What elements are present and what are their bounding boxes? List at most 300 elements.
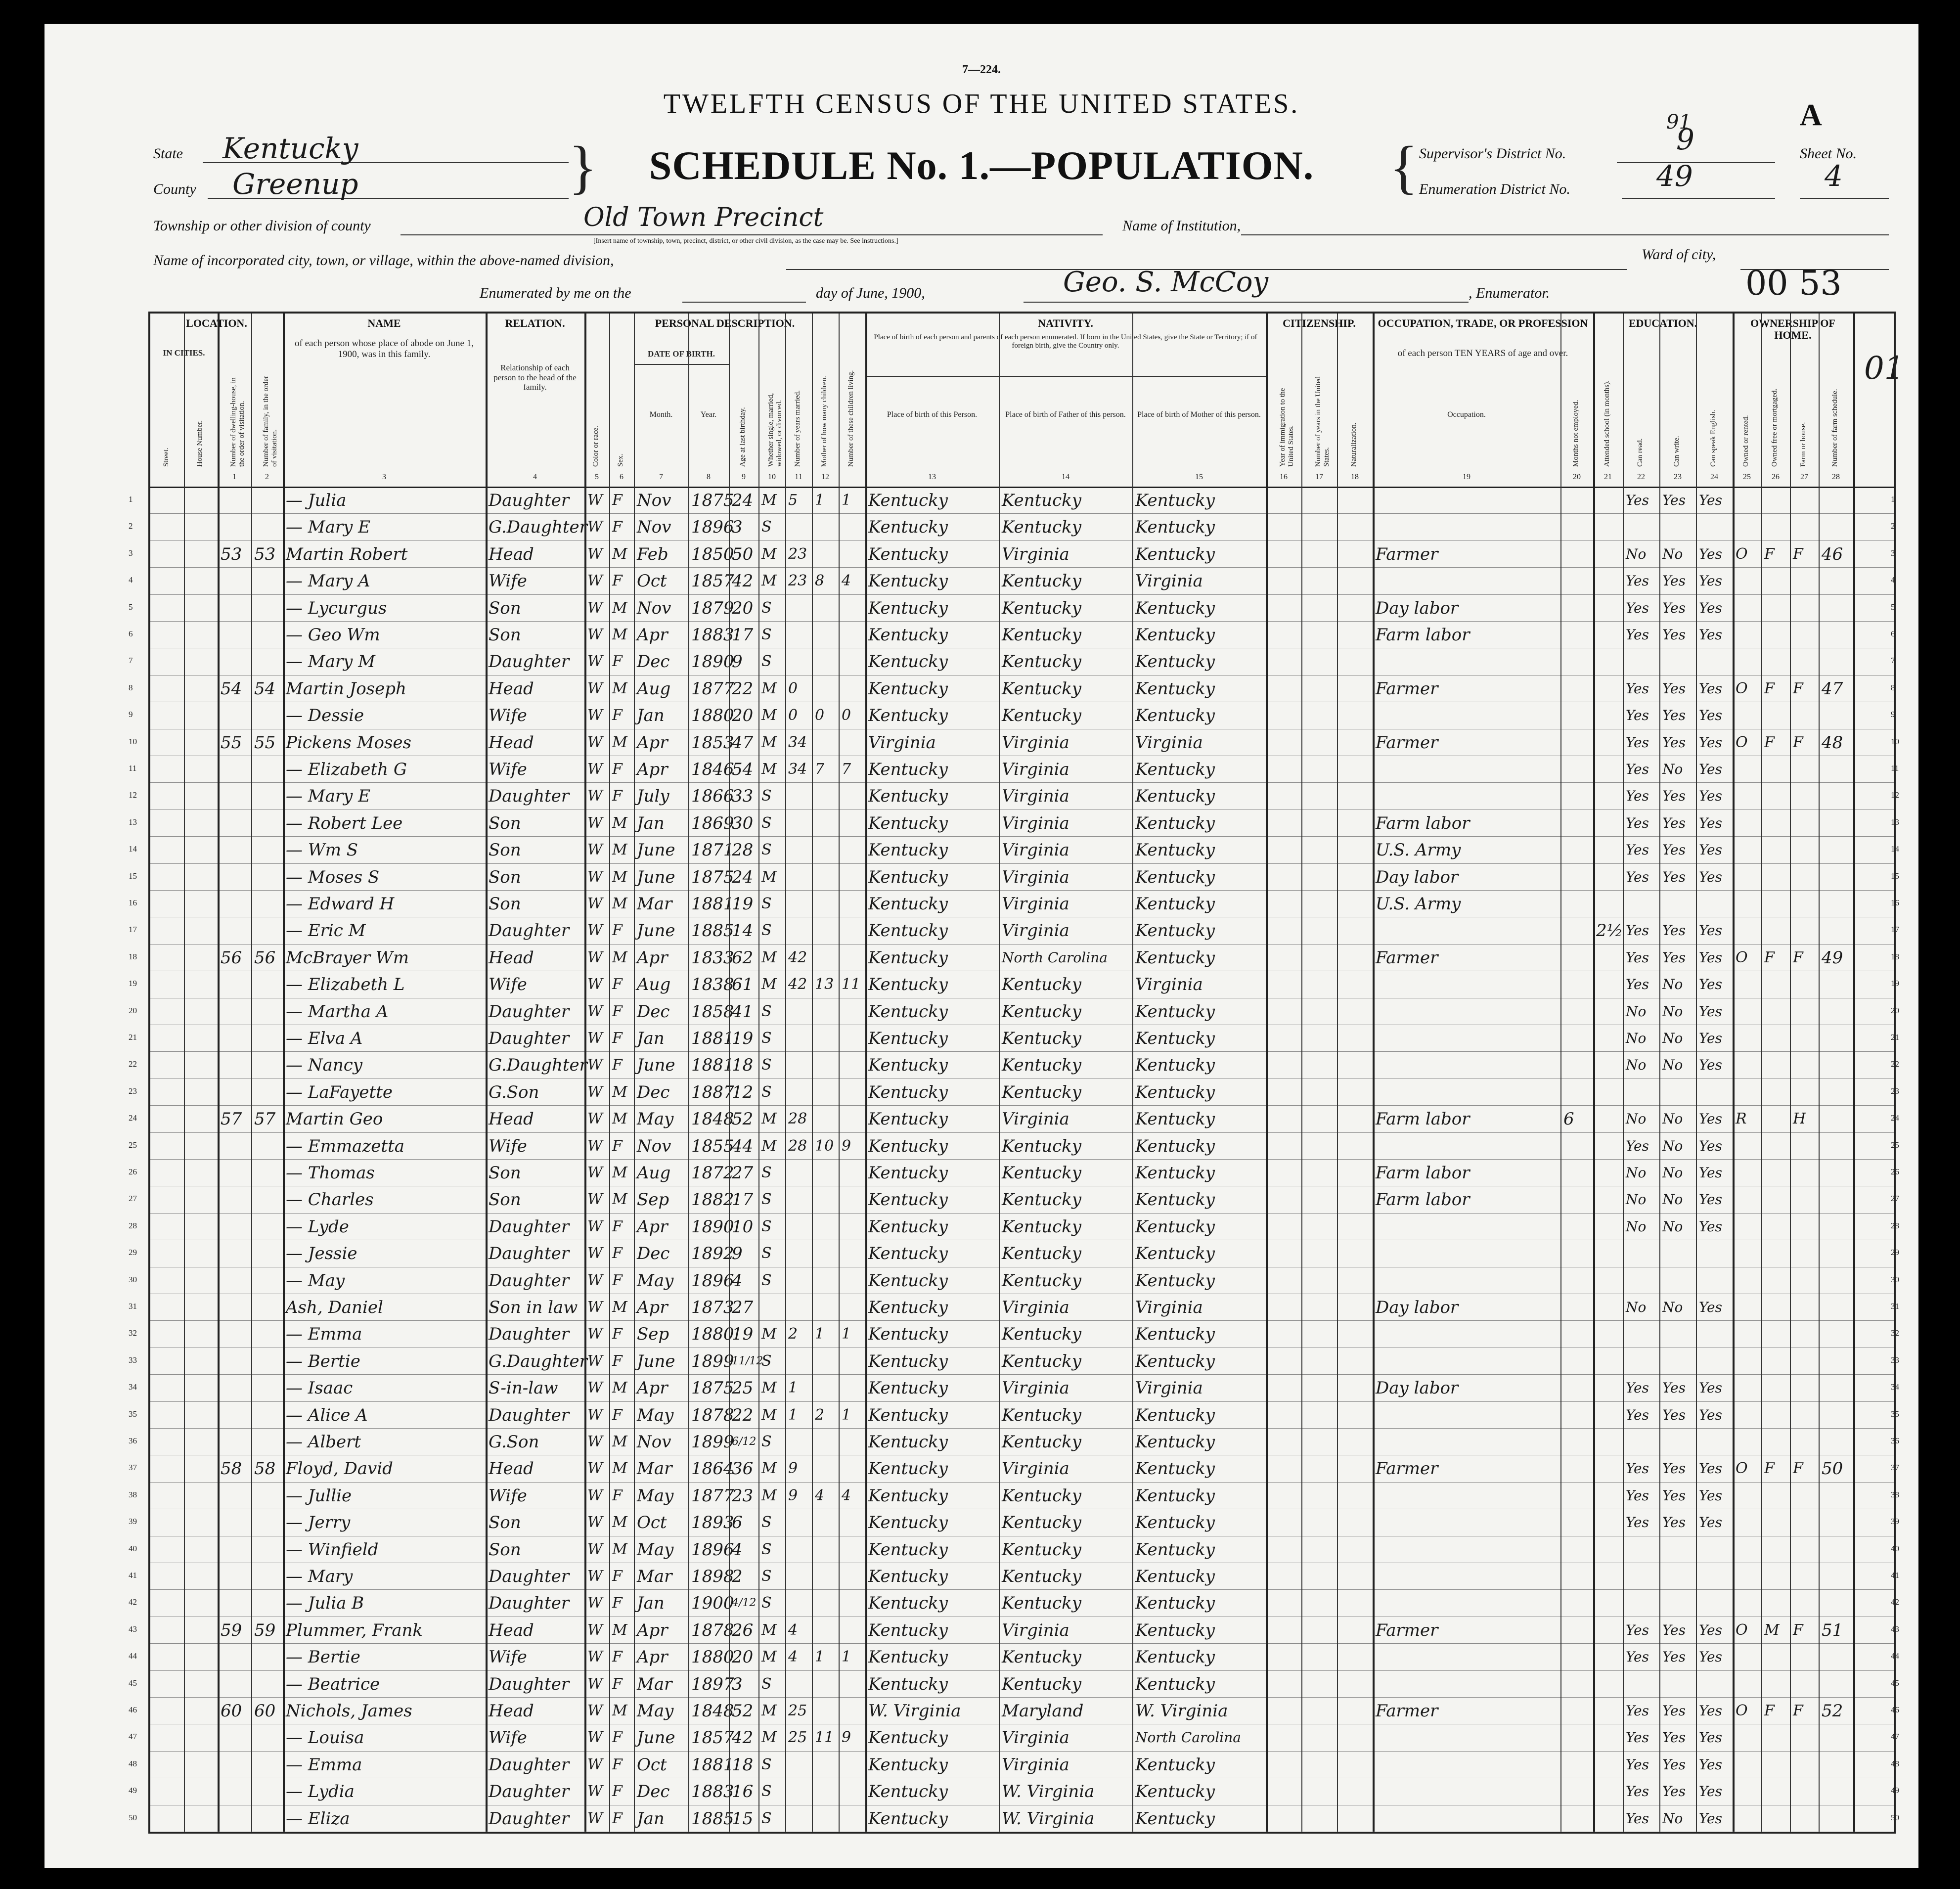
cell-mo: May — [637, 1701, 674, 1721]
cell-wr: Yes — [1662, 1783, 1686, 1800]
cell-ym: 4 — [788, 1621, 798, 1639]
cell-age: 30 — [732, 813, 754, 833]
cell-rel: G.Son — [489, 1432, 539, 1452]
cell-wr: Yes — [1662, 492, 1686, 508]
cell-rel: Son — [489, 840, 521, 860]
cell-fm: F — [1793, 1621, 1803, 1639]
cell-bp: Kentucky — [868, 1109, 948, 1129]
cell-wr: Yes — [1662, 949, 1686, 966]
cell-mo: Mar — [637, 1459, 672, 1479]
cell-mo: Nov — [637, 517, 671, 538]
cell-name: Pickens Moses — [286, 732, 411, 753]
column-number: 20 — [1573, 473, 1581, 481]
cell-bp: Kentucky — [868, 1459, 948, 1479]
cell-age: 41 — [732, 1001, 754, 1022]
cell-rd: Yes — [1626, 1406, 1649, 1423]
row-number-left: 19 — [129, 979, 137, 989]
cell-wr: Yes — [1662, 1756, 1686, 1773]
column-divider — [1733, 314, 1735, 1832]
cell-wr: Yes — [1662, 573, 1686, 589]
cell-age: 2 — [732, 1567, 743, 1586]
census-sheet — [45, 24, 1918, 1868]
cell-own: O — [1736, 948, 1748, 966]
cell-col: W — [587, 1164, 603, 1181]
cell-ym: 9 — [788, 1486, 798, 1504]
cell-bp: Kentucky — [868, 1539, 948, 1560]
cell-mar: M — [761, 868, 777, 886]
cell-dw: 54 — [221, 678, 242, 699]
table-row — [129, 1025, 1899, 1052]
cell-mar: S — [761, 1002, 772, 1020]
cell-mar: M — [761, 545, 777, 563]
cell-name: — Bertie — [286, 1351, 360, 1371]
cell-wr: Yes — [1662, 842, 1686, 858]
cell-bm: W. Virginia — [1135, 1701, 1228, 1721]
cell-en: Yes — [1699, 1460, 1722, 1477]
cell-en: Yes — [1699, 1621, 1722, 1638]
enumerated-day-label: day of June, 1900, — [816, 285, 925, 301]
column-number: 18 — [1351, 473, 1359, 481]
cell-sex: M — [612, 1514, 627, 1531]
cell-name: — Moses S — [286, 867, 380, 887]
column-label-bf: Place of birth of Father of this person. — [1005, 410, 1126, 419]
cell-bp: Kentucky — [868, 947, 948, 968]
cell-bp: Kentucky — [868, 1754, 948, 1775]
cell-ym: 34 — [788, 761, 807, 778]
cell-mar: M — [761, 1137, 777, 1155]
cell-yr: 1866 — [691, 786, 734, 807]
cell-en: Yes — [1699, 573, 1722, 589]
cell-en: Yes — [1699, 949, 1722, 966]
cell-bf: Kentucky — [1002, 1647, 1081, 1667]
cell-age: 9 — [732, 1244, 743, 1264]
cell-sex: F — [612, 707, 623, 724]
column-divider — [785, 314, 786, 1832]
cell-age: 20 — [732, 598, 754, 618]
row-number-right: 26 — [1891, 1167, 1899, 1176]
cell-bf: Kentucky — [1002, 1485, 1081, 1506]
township-note: [Insert name of township, town, precinct, district, or other civil division, as the case may be. See instructions.] — [593, 237, 898, 245]
name-heading: NAME — [367, 317, 401, 329]
cell-bp: Kentucky — [868, 1055, 948, 1076]
cell-bm: Kentucky — [1135, 921, 1215, 941]
cell-en: Yes — [1699, 1030, 1722, 1046]
cell-rd: No — [1626, 1030, 1647, 1046]
cell-mo: Dec — [637, 1782, 670, 1802]
cell-wr: No — [1662, 1299, 1683, 1315]
table-row — [129, 1159, 1899, 1186]
cell-bm: Kentucky — [1135, 760, 1215, 779]
cell-bf: Virginia — [1002, 1459, 1069, 1479]
cell-rel: Daughter — [489, 1674, 570, 1694]
name-subheading: of each person whose place of abode on June 1, 1900, was in this family. — [295, 338, 474, 360]
cell-rel: Wife — [489, 1728, 527, 1748]
column-divider — [1790, 314, 1791, 1832]
cell-rel: Head — [489, 678, 534, 699]
cell-rel: G.Daughter — [489, 1055, 587, 1076]
cell-occ: Farm labor — [1376, 1190, 1470, 1210]
cell-mar: M — [761, 1702, 777, 1719]
cell-age: 50 — [732, 544, 754, 564]
cell-bp: Kentucky — [868, 840, 948, 860]
table-row — [129, 1294, 1899, 1321]
cell-rel: Daughter — [489, 1029, 570, 1048]
cell-ym: 42 — [788, 976, 807, 993]
cell-sex: F — [612, 976, 623, 993]
cell-rel: Daughter — [489, 786, 570, 807]
cell-bp: Kentucky — [868, 786, 948, 807]
row-number-left: 45 — [129, 1678, 137, 1688]
cell-bp: Kentucky — [868, 1432, 948, 1452]
row-number-left: 46 — [129, 1705, 137, 1714]
cell-sex: M — [612, 868, 627, 886]
table-row — [129, 1348, 1899, 1375]
table-row — [129, 810, 1899, 837]
cell-en: Yes — [1699, 734, 1722, 751]
cell-col: W — [587, 1783, 603, 1800]
cell-age: 3 — [732, 517, 743, 538]
cell-rel: Head — [489, 732, 534, 753]
cell-ch: 10 — [815, 1137, 834, 1155]
cell-bm: Kentucky — [1135, 1808, 1215, 1829]
column-number: 19 — [1463, 473, 1470, 481]
cell-name: — Mary M — [286, 652, 375, 672]
cell-mo: Apr — [637, 1378, 668, 1398]
cell-mo: Nov — [637, 491, 671, 510]
cell-yr: 1887 — [691, 1082, 734, 1102]
relation-heading: RELATION. — [505, 317, 565, 329]
cell-mar: S — [761, 1030, 772, 1047]
cell-sex: F — [612, 492, 623, 509]
cell-dw: 55 — [221, 732, 242, 753]
row-number-right: 36 — [1891, 1436, 1899, 1445]
cell-fam: 56 — [254, 947, 276, 968]
cell-bp: W. Virginia — [868, 1701, 961, 1721]
cell-bm: Kentucky — [1135, 1244, 1215, 1264]
cell-yr: 1900 — [691, 1593, 734, 1614]
cell-col: W — [587, 787, 603, 805]
row-number-left: 39 — [129, 1517, 137, 1527]
cell-bf: Kentucky — [1002, 1029, 1081, 1048]
cell-rd: No — [1626, 1218, 1647, 1235]
table-row — [129, 1320, 1899, 1348]
cell-mo: Apr — [637, 1298, 668, 1317]
cell-fam: 55 — [254, 732, 276, 753]
cell-wr: No — [1662, 1137, 1683, 1154]
cell-rel: Son — [489, 867, 521, 887]
cell-bm: Kentucky — [1135, 544, 1215, 564]
row-number-right: 16 — [1891, 898, 1899, 907]
cell-yr: 1875 — [691, 491, 734, 510]
row-number-left: 3 — [129, 548, 133, 558]
cell-col: W — [587, 1486, 603, 1504]
cell-yr: 1877 — [691, 1485, 734, 1506]
cell-bf: Kentucky — [1002, 1674, 1081, 1694]
cell-bp: Kentucky — [868, 544, 948, 564]
cell-col: W — [587, 1460, 603, 1478]
cell-mo: Apr — [637, 625, 668, 645]
cell-mo: May — [637, 1485, 674, 1506]
cell-yr: 1846 — [691, 760, 734, 779]
column-label-yus: Number of years in the United States. — [1314, 376, 1331, 467]
township-label: Township or other division of county — [153, 218, 371, 234]
row-number-left: 16 — [129, 898, 137, 907]
cell-en: Yes — [1699, 1810, 1722, 1827]
cell-age: 25 — [732, 1378, 754, 1398]
cell-en: Yes — [1699, 976, 1722, 993]
cell-wr: Yes — [1662, 1649, 1686, 1665]
cell-rel: Son in law — [489, 1298, 578, 1317]
cell-rel: Daughter — [489, 1593, 570, 1614]
cell-occ: Day labor — [1376, 1378, 1459, 1398]
cell-rd: Yes — [1626, 1783, 1649, 1800]
cell-occ: Farmer — [1376, 947, 1438, 968]
column-divider — [609, 314, 610, 1832]
cell-mo: Jan — [637, 813, 665, 833]
enumerated-day-field — [682, 282, 806, 303]
cell-bf: Kentucky — [1002, 975, 1081, 995]
cell-mar: M — [761, 679, 777, 697]
cell-age: 24 — [732, 867, 754, 887]
cell-ch: 1 — [815, 492, 825, 509]
cell-bf: Virginia — [1002, 921, 1069, 941]
cell-bf: Virginia — [1002, 1109, 1069, 1129]
cell-rd: Yes — [1626, 1756, 1649, 1773]
cell-sex: M — [612, 599, 627, 617]
cell-fr: F — [1764, 733, 1775, 751]
cell-fr: F — [1764, 1702, 1775, 1719]
cell-fm: F — [1793, 1460, 1803, 1478]
row-number-left: 10 — [129, 736, 137, 746]
cell-dw: 60 — [221, 1701, 242, 1721]
cell-sex: F — [612, 1755, 623, 1773]
cell-mar: S — [761, 922, 772, 940]
cell-mar: M — [761, 733, 777, 751]
cell-mar: S — [761, 653, 772, 671]
cell-bf: Kentucky — [1002, 678, 1081, 699]
column-label-occ: Occupation. — [1447, 410, 1486, 419]
cell-mo: June — [637, 1728, 675, 1748]
row-number-right: 48 — [1891, 1758, 1899, 1768]
table-row — [129, 1186, 1899, 1213]
row-number-left: 9 — [129, 710, 133, 720]
cell-occ: Farmer — [1376, 544, 1438, 564]
row-number-right: 23 — [1891, 1086, 1899, 1096]
cell-age: 9 — [732, 652, 743, 672]
cell-mo: Aug — [637, 975, 671, 995]
row-number-left: 30 — [129, 1274, 137, 1284]
table-row — [129, 971, 1899, 998]
cell-rd: Yes — [1626, 492, 1649, 508]
cell-bp: Kentucky — [868, 1513, 948, 1533]
enumerator-label: , Enumerator. — [1469, 285, 1550, 301]
cell-wr: Yes — [1662, 1703, 1686, 1719]
cell-occ: Farm labor — [1376, 1109, 1470, 1129]
cell-en: Yes — [1699, 1783, 1722, 1800]
cell-col: W — [587, 545, 603, 563]
table-row — [129, 1105, 1899, 1132]
supervisor-value: 9 — [1676, 123, 1694, 156]
column-divider — [1761, 314, 1762, 1832]
cell-rel: Head — [489, 1620, 534, 1640]
cell-bp: Kentucky — [868, 1782, 948, 1802]
table-header — [150, 314, 1894, 488]
cell-wr: No — [1662, 1030, 1683, 1046]
relation-subheading: Relationship of each person to the head of the family. — [493, 363, 577, 392]
table-row — [129, 917, 1899, 944]
cell-bf: Kentucky — [1002, 1163, 1081, 1183]
cell-mar: M — [761, 572, 777, 590]
cell-age: 27 — [732, 1163, 754, 1183]
row-number-left: 2 — [129, 521, 133, 531]
cell-yr: 1892 — [691, 1244, 734, 1264]
cell-wr: No — [1662, 1111, 1683, 1127]
cell-lv: 9 — [842, 1137, 851, 1155]
cell-col: W — [587, 1675, 603, 1693]
cell-bp: Kentucky — [868, 921, 948, 941]
cell-wr: No — [1662, 1191, 1683, 1208]
cell-bm: Kentucky — [1135, 1593, 1215, 1614]
cell-mar: S — [761, 1083, 772, 1101]
cell-yr: 1879 — [691, 598, 734, 618]
column-label-own: Owned or rented. — [1742, 415, 1750, 467]
cell-yr: 1896 — [691, 1270, 734, 1291]
cell-col: W — [587, 1002, 603, 1020]
column-label-mar: Whether single, married, widowed, or divorced. — [767, 393, 783, 467]
cell-mar: S — [761, 1271, 772, 1289]
cell-ch: 4 — [815, 1486, 825, 1504]
cell-name: Martin Robert — [286, 544, 408, 564]
cell-age: 42 — [732, 1728, 754, 1748]
cell-sex: F — [612, 1406, 623, 1424]
cell-yr: 1890 — [691, 652, 734, 672]
cell-sex: F — [612, 1783, 623, 1800]
cell-rel: Son — [489, 1190, 521, 1210]
cell-ym: 2 — [788, 1325, 798, 1343]
row-number-left: 29 — [129, 1248, 137, 1258]
cell-col: W — [587, 492, 603, 509]
cell-sex: M — [612, 948, 627, 966]
cell-en: Yes — [1699, 1756, 1722, 1773]
cell-rel: Daughter — [489, 1754, 570, 1775]
cell-rd: Yes — [1626, 1649, 1649, 1665]
column-number: 28 — [1832, 473, 1840, 481]
cell-occ: Day labor — [1376, 598, 1459, 618]
cell-name: — Julia — [286, 491, 347, 510]
column-number: 14 — [1062, 473, 1069, 481]
cell-col: W — [587, 976, 603, 993]
table-row — [129, 621, 1895, 648]
occupation-subheading: of each person TEN YEARS of age and over. — [1397, 348, 1568, 359]
cell-name: — Elizabeth L — [286, 975, 405, 995]
cell-ch: 1 — [815, 1325, 825, 1343]
cell-bm: Kentucky — [1135, 813, 1215, 833]
column-number: 4 — [533, 473, 537, 481]
row-number-left: 25 — [129, 1140, 137, 1150]
cell-occ: Farmer — [1376, 1459, 1438, 1479]
cell-en: Yes — [1699, 814, 1722, 831]
column-divider — [1593, 314, 1595, 1832]
cell-name: — Jessie — [286, 1244, 357, 1264]
cell-name: Ash, Daniel — [286, 1298, 383, 1317]
cell-age: 15 — [732, 1808, 754, 1829]
cell-bf: Virginia — [1002, 1620, 1069, 1640]
cell-ym: 25 — [788, 1702, 807, 1719]
cell-bf: Kentucky — [1002, 706, 1081, 726]
row-number-right: 22 — [1891, 1059, 1899, 1069]
cell-mar: S — [761, 599, 772, 617]
cell-bf: Kentucky — [1002, 1270, 1081, 1291]
cell-dw: 59 — [221, 1620, 242, 1640]
cell-col: W — [587, 1137, 603, 1155]
cell-rel: Daughter — [489, 1405, 570, 1425]
cell-age: 16 — [732, 1782, 754, 1802]
cell-bp: Kentucky — [868, 1593, 948, 1614]
cell-col: W — [587, 1568, 603, 1585]
cell-bf: Kentucky — [1002, 1405, 1081, 1425]
row-number-right: 17 — [1891, 925, 1899, 935]
supervisor-label: Supervisor's District No. — [1419, 145, 1566, 162]
row-number-right: 35 — [1891, 1409, 1899, 1419]
cell-wr: Yes — [1662, 788, 1686, 805]
cell-ym: 1 — [788, 1379, 798, 1397]
column-label-col: Color or race. — [592, 426, 600, 467]
cell-rel: Head — [489, 1459, 534, 1479]
cell-bm: Kentucky — [1135, 625, 1215, 645]
cell-mar: M — [761, 761, 777, 778]
cell-rd: No — [1626, 545, 1647, 562]
row-number-left: 40 — [129, 1543, 137, 1553]
column-divider — [584, 314, 586, 1832]
cell-fr: M — [1764, 1621, 1780, 1639]
cell-own: O — [1736, 1621, 1748, 1639]
cell-name: — Louisa — [286, 1728, 364, 1748]
row-number-left: 28 — [129, 1220, 137, 1230]
cell-own: R — [1736, 1110, 1747, 1128]
cell-occ: Farmer — [1376, 1701, 1438, 1721]
cell-bp: Kentucky — [868, 1647, 948, 1667]
state-label: State — [153, 145, 183, 162]
cell-bp: Kentucky — [868, 1405, 948, 1425]
row-number-left: 34 — [129, 1382, 137, 1392]
cell-mo: May — [637, 1405, 674, 1425]
cell-col: W — [587, 1514, 603, 1531]
cell-age: 20 — [732, 706, 754, 726]
cell-name: — Edward H — [286, 894, 395, 914]
cell-bf: Virginia — [1002, 732, 1069, 753]
column-label-fs: Number of farm schedule. — [1831, 389, 1839, 467]
table-row — [129, 998, 1899, 1025]
column-label-ym: Number of years married. — [794, 390, 802, 467]
row-number-right: 3 — [1891, 548, 1895, 558]
cell-col: W — [587, 948, 603, 966]
row-number-right: 44 — [1891, 1651, 1899, 1661]
county-value: Greenup — [232, 167, 358, 201]
cell-bf: Virginia — [1002, 867, 1069, 887]
ownership-heading: OWNERSHIP OF HOME. — [1750, 317, 1835, 342]
cell-yr: 1898 — [691, 1567, 734, 1586]
cell-bf: Virginia — [1002, 786, 1069, 807]
cell-fam: 53 — [254, 544, 276, 564]
cell-yr: 1833 — [691, 947, 734, 968]
table-row — [129, 567, 1895, 594]
nativity-subheading: Place of birth of each person and parents of each person enumerated. If born in the United States, give the State or Territory; if of foreign birth, give the Country only. — [874, 333, 1257, 350]
cell-rel: Wife — [489, 706, 527, 726]
brace-left: } — [569, 134, 597, 200]
cell-rd: No — [1626, 1299, 1647, 1315]
row-number-left: 15 — [129, 871, 137, 881]
brace-right: { — [1389, 134, 1418, 200]
